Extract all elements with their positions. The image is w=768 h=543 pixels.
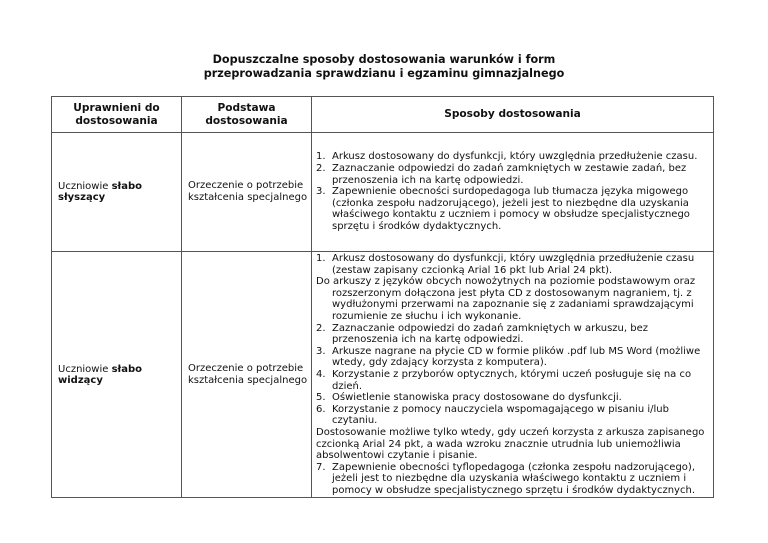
header-basis: Podstawa dostosowania bbox=[182, 97, 312, 133]
header-methods: Sposoby dostosowania bbox=[312, 97, 714, 133]
list-item: 5. Oświetlenie stanowiska pracy dostosowane do dysfunkcji. bbox=[316, 392, 622, 404]
eligible-group: słabo słyszący bbox=[58, 181, 143, 203]
accommodations-table bbox=[51, 96, 714, 498]
basis-cell: Orzeczenie o potrzebie kształcenia specjalnego bbox=[182, 252, 312, 498]
list-item: 6. Korzystanie z pomocy nauczyciela wspomagającego w pisaniu i/lub czytaniu. bbox=[316, 403, 669, 427]
list-item: 2. Zaznaczanie odpowiedzi do zadań zamkniętych w zestawie zadań, bez przenoszenia ich na kartę odpowiedzi. bbox=[316, 163, 687, 186]
note-paragraph: Do arkuszy z języków obcych nowożytnych na poziomie podstawowym oraz rozszerzonym dołączona jest płyta CD z dostosowanym nagraniem, tj. z wydłużonymi przerwami na zapoznanie się z zadaniami sprawdzającymi rozumienie ze słuchu i ich wykonanie. bbox=[316, 276, 696, 322]
eligible-group: słabo widzący bbox=[58, 363, 143, 386]
eligible-prefix: Uczniowie bbox=[58, 181, 112, 192]
table-row bbox=[52, 133, 714, 252]
list-item: 1. Arkusz dostosowany do dysfunkcji, który uwzględnia przedłużenie czasu. bbox=[316, 151, 698, 163]
list-item: 7. Zapewnienie obecności tyflopedagoga (członka zespołu nadzorującego), jeżeli jest to niezbędne dla uzyskania właściwego kontaktu z uczniem i pomocy w obsłudze specjalistycznego sprzętu i środków dydaktycznych. bbox=[316, 461, 695, 496]
list-item: 1. Arkusz dostosowany do dysfunkcji, który uwzględnia przedłużenie czasu (zestaw zapisany czcionką Arial 16 pkt lub Arial 24 pkt). bbox=[316, 253, 695, 276]
list-item: 4. Korzystanie z przyborów optycznych, którymi uczeń posługuje się na co dzień. bbox=[316, 368, 692, 392]
note-paragraph: Dostosowanie możliwe tylko wtedy, gdy uczeń korzysta z arkusza zapisanego czcionką Arial 24 pkt, a wada wzroku znacznie utrudnia lub uniemożliwia absolwentowi czytanie i pisanie. bbox=[316, 426, 705, 462]
title-line-2: przeprowadzania sprawdzianu i egzaminu gimnazjalnego bbox=[203, 67, 565, 80]
table-row bbox=[52, 252, 714, 498]
header-eligible: Uprawnieni do dostosowania bbox=[52, 97, 182, 133]
eligible-cell bbox=[52, 133, 182, 252]
document-title bbox=[0, 53, 768, 81]
methods-cell bbox=[312, 252, 714, 498]
eligible-cell bbox=[52, 252, 182, 498]
basis-cell: Orzeczenie o potrzebie kształcenia specjalnego bbox=[182, 133, 312, 252]
list-item: 3. Zapewnienie obecności surdopedagoga lub tłumacza języka migowego (członka zespołu nadzorującego), jeżeli jest to niezbędne dla uzyskania właściwego kontaktu z uczniem i pomocy w obsłudze specjalistycznego sprzętu i środków dydaktycznych. bbox=[316, 186, 690, 232]
eligible-prefix: Uczniowie bbox=[58, 363, 112, 375]
title-line-1: Dopuszczalne sposoby dostosowania warunków i form bbox=[212, 53, 556, 66]
methods-cell bbox=[312, 133, 714, 252]
list-item: 3. Arkusze nagrane na płycie CD w formie plików .pdf lub MS Word (możliwe wtedy, gdy zdający korzysta z komputera). bbox=[316, 345, 701, 369]
header-row bbox=[52, 97, 714, 133]
list-item: 2. Zaznaczanie odpowiedzi do zadań zamkniętych w arkuszu, bez przenoszenia ich na kartę odpowiedzi. bbox=[316, 322, 648, 346]
